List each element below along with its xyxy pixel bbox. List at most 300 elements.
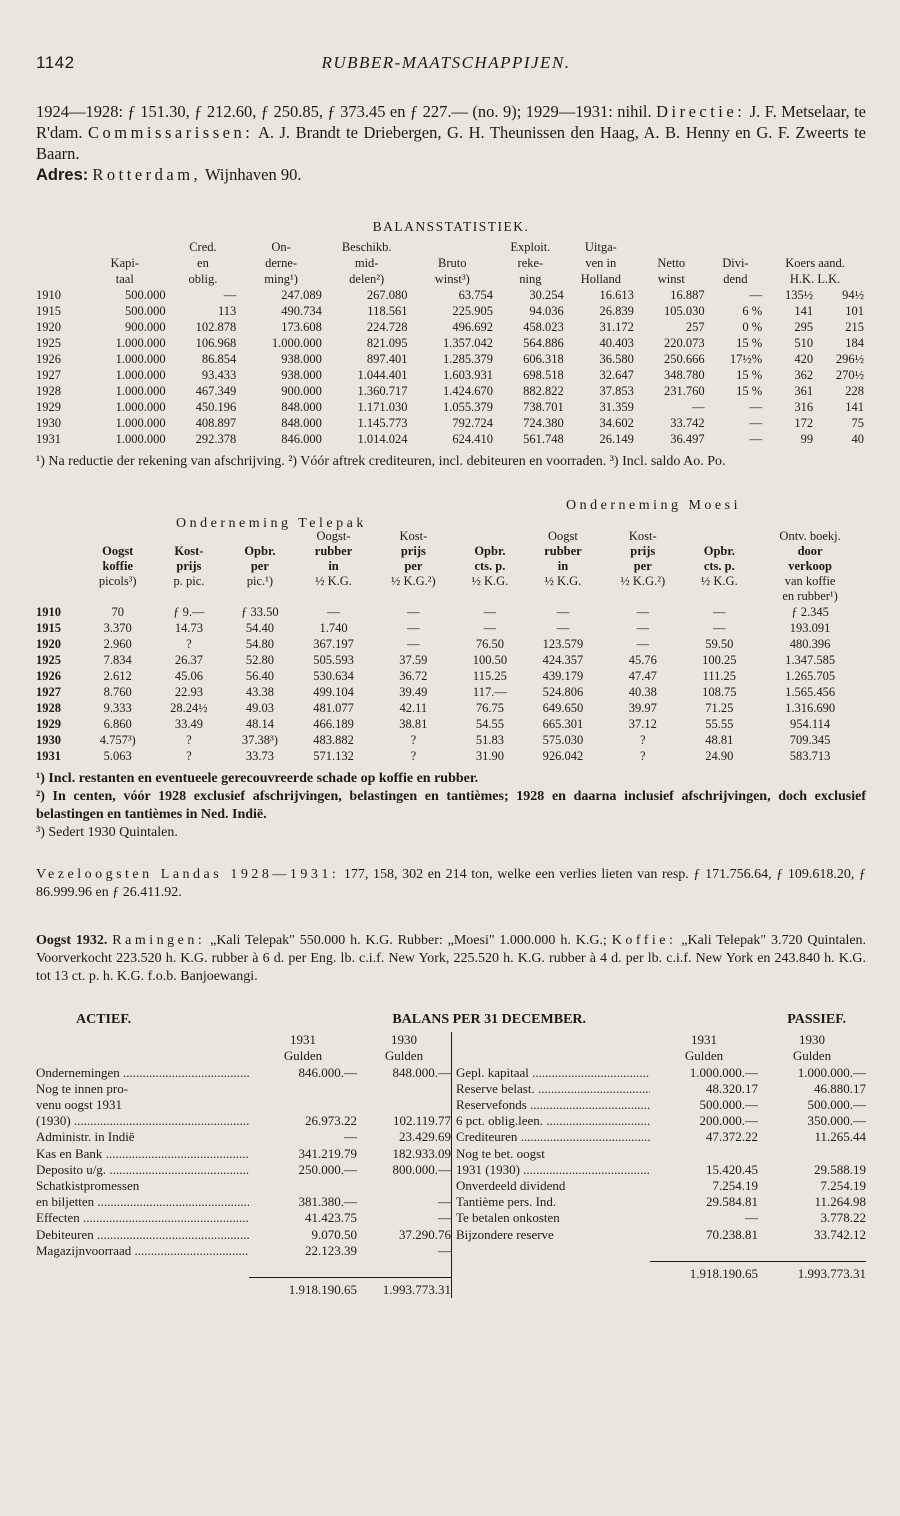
balans-column-header	[764, 239, 866, 255]
onderneming-header-row	[36, 574, 866, 589]
onderneming-cell: 22.93	[174, 685, 203, 699]
balans-cell: 1.000.000	[115, 384, 166, 398]
actief-label: Deposito u/g. .....	[36, 1162, 249, 1178]
balans-cell: 118.561	[367, 304, 408, 318]
balans-cell: 173.608	[281, 320, 322, 334]
onderneming-cell: 54.80	[245, 637, 274, 651]
balans-cell: 94½	[842, 288, 864, 302]
actief-value-1930	[357, 1178, 451, 1194]
balans-cell: 31.359	[599, 400, 634, 414]
balans-cell: 36.497	[670, 432, 705, 446]
balans-cell: 93.433	[201, 368, 237, 382]
balans-cell: 94.036	[529, 304, 564, 318]
actief-row	[36, 1162, 451, 1178]
onderneming-column-header	[224, 589, 295, 604]
onderneming-cell: 54.40	[245, 621, 274, 635]
onderneming-cell: 483.882	[313, 733, 354, 747]
actief-label: Administr. in Indië	[36, 1129, 135, 1145]
balans-cell: 821.095	[366, 336, 408, 350]
actief-value-1931	[249, 1178, 357, 1194]
balans-cell: 184	[845, 336, 864, 350]
onderneming-cell: 709.345	[789, 733, 831, 747]
balans-column-header: Koers aand.	[785, 256, 845, 270]
onderneming-column-header: door	[797, 544, 823, 558]
actief-label: Schatkistpromessen	[36, 1178, 140, 1194]
onderneming-cell: —	[636, 621, 649, 635]
actief-value-1930: —	[438, 1210, 451, 1226]
balans-cell: 40.403	[599, 336, 634, 350]
balans-cell: 738.701	[523, 400, 564, 414]
passief-label: Reserve belast. .....	[456, 1081, 650, 1097]
onderneming-cell: —	[636, 605, 649, 619]
balans-row	[36, 415, 866, 431]
onderneming-cell: 424.357	[542, 653, 584, 667]
balans-cell: 86.854	[201, 352, 237, 366]
page-number: 1142	[36, 53, 75, 72]
balans-cell: 102.878	[195, 320, 237, 334]
passief-row	[456, 1113, 866, 1129]
balans-cell: —	[749, 288, 763, 302]
balans-cell: 846.000	[281, 432, 322, 446]
balans-cell: 228	[845, 384, 864, 398]
balans-cell: 225.905	[452, 304, 494, 318]
balans-year: 1920	[36, 320, 61, 334]
onderneming-column-header: Ontv. boekj.	[779, 529, 841, 543]
balans-column-header: Holland	[580, 272, 621, 286]
balans-cell: —	[749, 432, 763, 446]
onderneming-row	[36, 684, 866, 700]
actief-row	[36, 1129, 451, 1145]
onderneming-cell: ?	[639, 749, 646, 763]
balans-cell: 362	[794, 368, 814, 382]
balans-column-header: winst³)	[434, 272, 470, 286]
onderneming-row	[36, 604, 866, 620]
onderneming-column-header: rubber	[544, 544, 582, 558]
page-header	[36, 52, 866, 73]
balans-column-header	[36, 271, 82, 287]
vezel-text: 177, 158, 302 en 214 ton, welke een verlies lieten van resp. ƒ 171.756.64, ƒ 109.618.20, ƒ 86.999.96 en ƒ 26.411.92.	[36, 867, 866, 900]
onderneming-year: 1931	[36, 749, 61, 763]
oogst-text-1: „Kali Telepak" 550.000 h. K.G. Rubber: „Moesi" 1.000.000 h. K.G.;	[210, 933, 607, 948]
passief-label: Bijzondere reserve	[456, 1226, 554, 1242]
passief-label: Gepl. kapitaal .....	[456, 1065, 650, 1081]
balans-column-header: Kapi-	[110, 256, 140, 270]
passief-heading: PASSIEF.	[787, 1012, 846, 1027]
balans-cell: 172	[794, 416, 814, 430]
balans-table-header	[36, 239, 866, 287]
balans-cell: 897.401	[366, 352, 408, 366]
balans-header-row	[36, 255, 866, 271]
telepak-title: Onderneming Telepak	[176, 516, 367, 531]
onderneming-column-header: Oogst-	[316, 529, 351, 543]
passief-row	[456, 1194, 866, 1210]
directie-text: J. F. Metselaar, te R'dam.	[36, 102, 866, 142]
onderneming-cell: 7.834	[103, 653, 132, 667]
onderneming-cell: —	[556, 621, 570, 635]
actief-label: Effecten .....	[36, 1210, 249, 1226]
onderneming-table-body	[36, 604, 866, 764]
actief-value-1931: 341.219.79	[298, 1145, 357, 1161]
onderneming-column-header: ½ K.G.	[471, 574, 509, 588]
onderneming-column-header	[372, 589, 455, 604]
balans-cell: 15 %	[736, 368, 763, 382]
onderneming-headings	[36, 493, 866, 547]
onderneming-cell: 665.301	[542, 717, 584, 731]
passief-row	[456, 1129, 866, 1145]
commissarissen-label: Commissarissen:	[88, 123, 254, 142]
balans-cell: 1.000.000	[115, 368, 166, 382]
onderneming-cell: ?	[186, 637, 192, 651]
balans-column-header: Netto	[657, 256, 686, 270]
onderneming-cell: 38.81	[399, 717, 428, 731]
balans-cell: 1.044.401	[357, 368, 408, 382]
balans-year: 1910	[36, 288, 61, 302]
onderneming-row	[36, 716, 866, 732]
actief-unit-1931: Gulden	[283, 1048, 323, 1064]
balans-cell: 316	[794, 400, 814, 414]
actief-label: Magazijnvoorraad .....	[36, 1243, 249, 1259]
onderneming-cell: 39.49	[399, 685, 428, 699]
onderneming-cell: ƒ 9.—	[173, 605, 205, 619]
balans-cell: 458.023	[523, 320, 564, 334]
balans-cell: 30.254	[529, 288, 564, 302]
onderneming-column-header: Opbr.	[703, 544, 735, 558]
actief-year-row	[36, 1032, 451, 1048]
balans-row	[36, 303, 866, 319]
passief-value-1930: 350.000.—	[807, 1113, 866, 1129]
onderneming-cell: 530.634	[313, 669, 354, 683]
onderneming-row	[36, 636, 866, 652]
balans-cell: 408.897	[195, 416, 237, 430]
passief-label: 1931 (1930) .....	[456, 1162, 650, 1178]
passief-value-1931: 29.584.81	[706, 1194, 758, 1210]
balans-cell: 900.000	[281, 384, 322, 398]
onderneming-column-header	[153, 589, 224, 604]
oogst-text-2: „Kali Telepak" 3.720 Quintalen. Voorverkocht 223.520 h. K.G. rubber à 6 d. per Eng. lb. c.i.f. New York, 225.520 h. K.G. rubber à 4 d. per lb. c.i.f. New York en 243.840 h. K.G. tot 13 ct. p. h. K.G. f.o.b. Banjoewangi.	[36, 933, 867, 984]
actief-value-1931: 250.000.—	[298, 1161, 357, 1177]
balans-cell: 496.692	[452, 320, 494, 334]
onderneming-row	[36, 732, 866, 748]
actief-row	[36, 1210, 451, 1226]
onderneming-cell: 117.—	[472, 685, 507, 699]
actief-value-1931: 26.973.22	[305, 1113, 357, 1129]
balans-cell: 16.613	[599, 288, 634, 302]
onderneming-cell: 36.72	[399, 669, 428, 683]
onderneming-cell: 37.12	[628, 717, 657, 731]
balans-cell: 348.780	[664, 368, 705, 382]
balans-column-header: Exploit.	[510, 240, 551, 254]
balance-sheet	[36, 1012, 866, 1298]
balans-cell: 101	[845, 304, 864, 318]
onderneming-cell: 48.14	[245, 717, 274, 731]
onderneming-cell: 59.50	[705, 637, 734, 651]
onderneming-column-header: prijs	[630, 544, 656, 558]
onderneming-column-header	[295, 589, 371, 604]
balans-cell: 361	[794, 384, 814, 398]
balans-cell: 938.000	[281, 352, 322, 366]
balans-year: 1927	[36, 368, 61, 382]
passief-year-row	[456, 1032, 866, 1048]
onderneming-cell: 2.612	[103, 669, 132, 683]
onderneming-cell: 583.713	[789, 749, 831, 763]
passief-row	[456, 1162, 866, 1178]
onderneming-year: 1929	[36, 717, 61, 731]
onderneming-cell: ?	[186, 749, 192, 763]
actief-unit-row	[36, 1048, 451, 1064]
balans-cell: —	[749, 416, 763, 430]
onderneming-column-header	[82, 589, 153, 604]
onderneming-column-header: per	[404, 559, 423, 573]
passief-value-1930: 3.778.22	[820, 1210, 866, 1226]
actief-value-1930: 182.933.09	[392, 1145, 451, 1161]
onderneming-column-header: ½ K.G.	[544, 574, 582, 588]
balans-cell: 500.000	[124, 288, 166, 302]
actief-label: Kas en Bank .....	[36, 1146, 249, 1162]
onderneming-cell: 56.40	[245, 669, 274, 683]
onderneming-cell: 1.265.705	[785, 669, 836, 683]
balans-cell: —	[223, 288, 237, 302]
running-title: RUBBER-MAATSCHAPPIJEN.	[321, 53, 571, 72]
balance-sheet-title: BALANS PER 31 DECEMBER.	[392, 1012, 587, 1027]
actief-value-1931: —	[344, 1129, 357, 1145]
onderneming-cell: 193.091	[789, 621, 831, 635]
onderneming-footnote-1: ¹) Incl. restanten en eventueele gerecouvreerde schade op koffie en rubber.	[36, 771, 479, 786]
balans-cell: 16.887	[670, 288, 705, 302]
passief-value-1930: 46.880.17	[814, 1080, 866, 1096]
onderneming-cell: 8.760	[103, 685, 132, 699]
onderneming-footnote-3: ³) Sedert 1930 Quintalen.	[36, 825, 178, 840]
onderneming-column-header: van koffie	[784, 574, 836, 588]
balans-cell: 467.349	[195, 384, 237, 398]
onderneming-cell: 3.370	[103, 621, 132, 635]
onderneming-cell: —	[713, 605, 726, 619]
onderneming-column-header: ½ K.G.²)	[620, 574, 666, 588]
balans-cell: 257	[685, 320, 705, 334]
actief-label: Ondernemingen .....	[36, 1065, 249, 1081]
onderneming-column-header: verkoop	[788, 559, 832, 573]
balans-cell: 1.000.000	[115, 352, 166, 366]
onderneming-cell: 28.24½	[170, 701, 208, 715]
dividend-history: 1924—1928: ƒ 151.30, ƒ 212.60, ƒ 250.85, ƒ 373.45 en ƒ 227.— (no. 9); 1929—1931: nihil.	[36, 102, 652, 121]
onderneming-cell: 4.757³)	[99, 733, 136, 747]
balans-cell: 141	[845, 400, 864, 414]
oogst-paragraph	[36, 932, 866, 986]
vezel-label: Vezeloogsten Landas 1928—1931:	[36, 867, 340, 882]
actief-value-1930: 800.000.—	[392, 1161, 451, 1177]
onderneming-cell: 45.06	[174, 669, 203, 683]
passief-row	[456, 1210, 866, 1226]
adres-street: Wijnhaven 90.	[205, 165, 302, 184]
actief-label: venu oogst 1931	[36, 1097, 122, 1113]
balans-row	[36, 319, 866, 335]
actief-value-1930: 23.429.69	[399, 1129, 451, 1145]
passief-value-1930: 1.000.000.—	[797, 1064, 866, 1080]
balans-cell: 250.666	[664, 352, 705, 366]
balans-column-header: Bruto	[438, 256, 467, 270]
onderneming-cell: 39.97	[628, 701, 657, 715]
balans-cell: 606.318	[523, 352, 564, 366]
onderneming-year: 1915	[36, 621, 61, 635]
directie-label: Directie:	[656, 102, 746, 121]
balans-cell: 135½	[784, 288, 814, 302]
actief-year-1930: 1930	[391, 1032, 417, 1048]
balans-column-header: ven in	[585, 256, 617, 270]
balans-column-header: oblig.	[188, 272, 218, 286]
actief-row	[36, 1227, 451, 1243]
balans-cell: 141	[794, 304, 814, 318]
balans-cell: 420	[794, 352, 814, 366]
passief-label: Onverdeeld dividend	[456, 1178, 566, 1194]
onderneming-column-header	[525, 589, 601, 604]
balans-cell: 17½%	[729, 352, 763, 366]
balans-column-header	[636, 239, 707, 255]
balans-cell: 215	[845, 320, 864, 334]
balans-row	[36, 399, 866, 415]
onderneming-cell: 54.55	[475, 717, 504, 731]
balans-cell: 40	[851, 432, 864, 446]
actief-value-1931	[249, 1081, 357, 1097]
balans-column-header: taal	[115, 272, 134, 286]
balans-cell: 15 %	[736, 336, 763, 350]
actief-rows	[36, 1065, 451, 1259]
onderneming-cell: ƒ 2.345	[791, 605, 829, 619]
passief-label: Reservefonds .....	[456, 1097, 650, 1113]
passief-total-1930: 1.993.773.31	[758, 1261, 866, 1282]
actief-label: (1930) .....	[36, 1113, 249, 1129]
balans-cell: 33.742	[670, 416, 705, 430]
balans-cell: 224.728	[366, 320, 408, 334]
onderneming-cell: 55.55	[705, 717, 734, 731]
balans-cell: 450.196	[195, 400, 237, 414]
onderneming-column-header: Kost-	[399, 529, 428, 543]
onderneming-column-header: en rubber¹)	[782, 589, 838, 603]
balans-year: 1925	[36, 336, 61, 350]
balans-column-header	[707, 239, 765, 255]
onderneming-cell: 9.333	[103, 701, 132, 715]
balans-cell: 848.000	[281, 400, 322, 414]
onderneming-cell: —	[407, 621, 420, 635]
passief-rows	[456, 1065, 866, 1243]
onderneming-cell: 5.063	[103, 749, 132, 763]
passief-row	[456, 1146, 866, 1162]
balans-column-header: en	[197, 256, 209, 270]
passief-label: 6 pct. oblig.leen. .....	[456, 1113, 650, 1129]
balans-cell: 1.000.000	[115, 432, 166, 446]
passief-unit-row	[456, 1048, 866, 1064]
passief-value-1930: 29.588.19	[814, 1161, 866, 1177]
balans-cell: 1.171.030	[357, 400, 408, 414]
onderneming-cell: 926.042	[542, 749, 584, 763]
actief-label: Nog te innen pro-	[36, 1080, 129, 1096]
onderneming-column-header: cts. p.	[703, 559, 735, 573]
onderneming-cell: 33.49	[174, 717, 203, 731]
onderneming-cell: —	[483, 605, 497, 619]
balans-cell: 938.000	[281, 368, 322, 382]
balans-cell: 6 %	[742, 304, 763, 318]
passief-value-1931: 200.000.—	[699, 1113, 758, 1129]
onderneming-row	[36, 748, 866, 764]
actief-row	[36, 1243, 451, 1259]
passief-value-1930: 7.254.19	[820, 1178, 866, 1194]
onderneming-cell: —	[556, 605, 570, 619]
balans-column-header: Uitga-	[584, 240, 617, 254]
balans-cell: 1.360.717	[357, 384, 408, 398]
onderneming-cell: 48.81	[705, 733, 734, 747]
passief-value-1930: 11.264.98	[814, 1194, 866, 1210]
onderneming-cell: ?	[410, 749, 417, 763]
balans-column-header: Cred.	[189, 240, 217, 254]
onderneming-row	[36, 620, 866, 636]
onderneming-cell: 108.75	[702, 685, 737, 699]
balans-row	[36, 351, 866, 367]
balans-cell: 490.734	[281, 304, 322, 318]
onderneming-cell: 24.90	[705, 749, 734, 763]
onderneming-cell: ?	[410, 733, 417, 747]
balans-cell: 247.089	[281, 288, 322, 302]
onderneming-column-header: Kost-	[628, 529, 657, 543]
balans-column-header: H.K. L.K.	[789, 272, 841, 286]
balans-column-header: On-	[271, 240, 291, 254]
koffie-label: Koffie:	[611, 933, 677, 948]
actief-row	[36, 1097, 451, 1113]
balans-column-header: delen²)	[349, 272, 385, 286]
onderneming-cell: —	[327, 605, 340, 619]
moesi-title: Onderneming Moesi	[566, 498, 741, 513]
balans-row	[36, 383, 866, 399]
balans-column-header: mid-	[354, 256, 379, 270]
actief-row	[36, 1065, 451, 1081]
oogst-label: Oogst 1932.	[36, 933, 108, 948]
actief-row	[36, 1178, 451, 1194]
actief-value-1931: 381.380.—	[298, 1194, 357, 1210]
onderneming-cell: 49.03	[245, 701, 274, 715]
balans-cell: 32.647	[599, 368, 634, 382]
balans-cell: 231.760	[664, 384, 705, 398]
onderneming-column-header: per	[250, 559, 269, 573]
onderneming-year: 1910	[36, 605, 61, 619]
balans-cell: 792.724	[452, 416, 494, 430]
actief-value-1931: 41.423.75	[305, 1210, 357, 1226]
passief-unit-1930: Gulden	[792, 1048, 832, 1064]
balans-cell: 26.149	[599, 432, 634, 446]
onderneming-column-header: koffie	[102, 559, 133, 573]
balans-cell: —	[692, 400, 705, 414]
balans-cell: 1.000.000	[115, 416, 166, 430]
onderneming-column-header	[684, 589, 754, 604]
passief-label: Nog te bet. oogst	[456, 1145, 545, 1161]
balans-column-header: ming¹)	[264, 272, 298, 286]
balans-cell: 500.000	[124, 304, 166, 318]
actief-row	[36, 1113, 451, 1129]
balans-cell: 292.378	[195, 432, 237, 446]
balans-cell: 37.853	[599, 384, 634, 398]
actief-total-1931: 1.918.190.65	[249, 1277, 357, 1298]
onderneming-cell: —	[636, 637, 649, 651]
balans-cell: 113	[218, 304, 237, 318]
balansstatistiek-table	[36, 239, 866, 447]
actief-total-1930: 1.993.773.31	[357, 1277, 451, 1298]
balans-cell: 15 %	[736, 384, 763, 398]
actief-row	[36, 1194, 451, 1210]
balans-cell: 36.580	[599, 352, 634, 366]
onderneming-cell: 499.104	[313, 685, 354, 699]
onderneming-column-header	[455, 589, 525, 604]
onderneming-cell: 52.80	[245, 653, 274, 667]
onderneming-cell: 26.37	[174, 653, 203, 667]
balans-cell: 34.602	[599, 416, 634, 430]
onderneming-row	[36, 652, 866, 668]
balans-cell: 220.073	[664, 336, 705, 350]
